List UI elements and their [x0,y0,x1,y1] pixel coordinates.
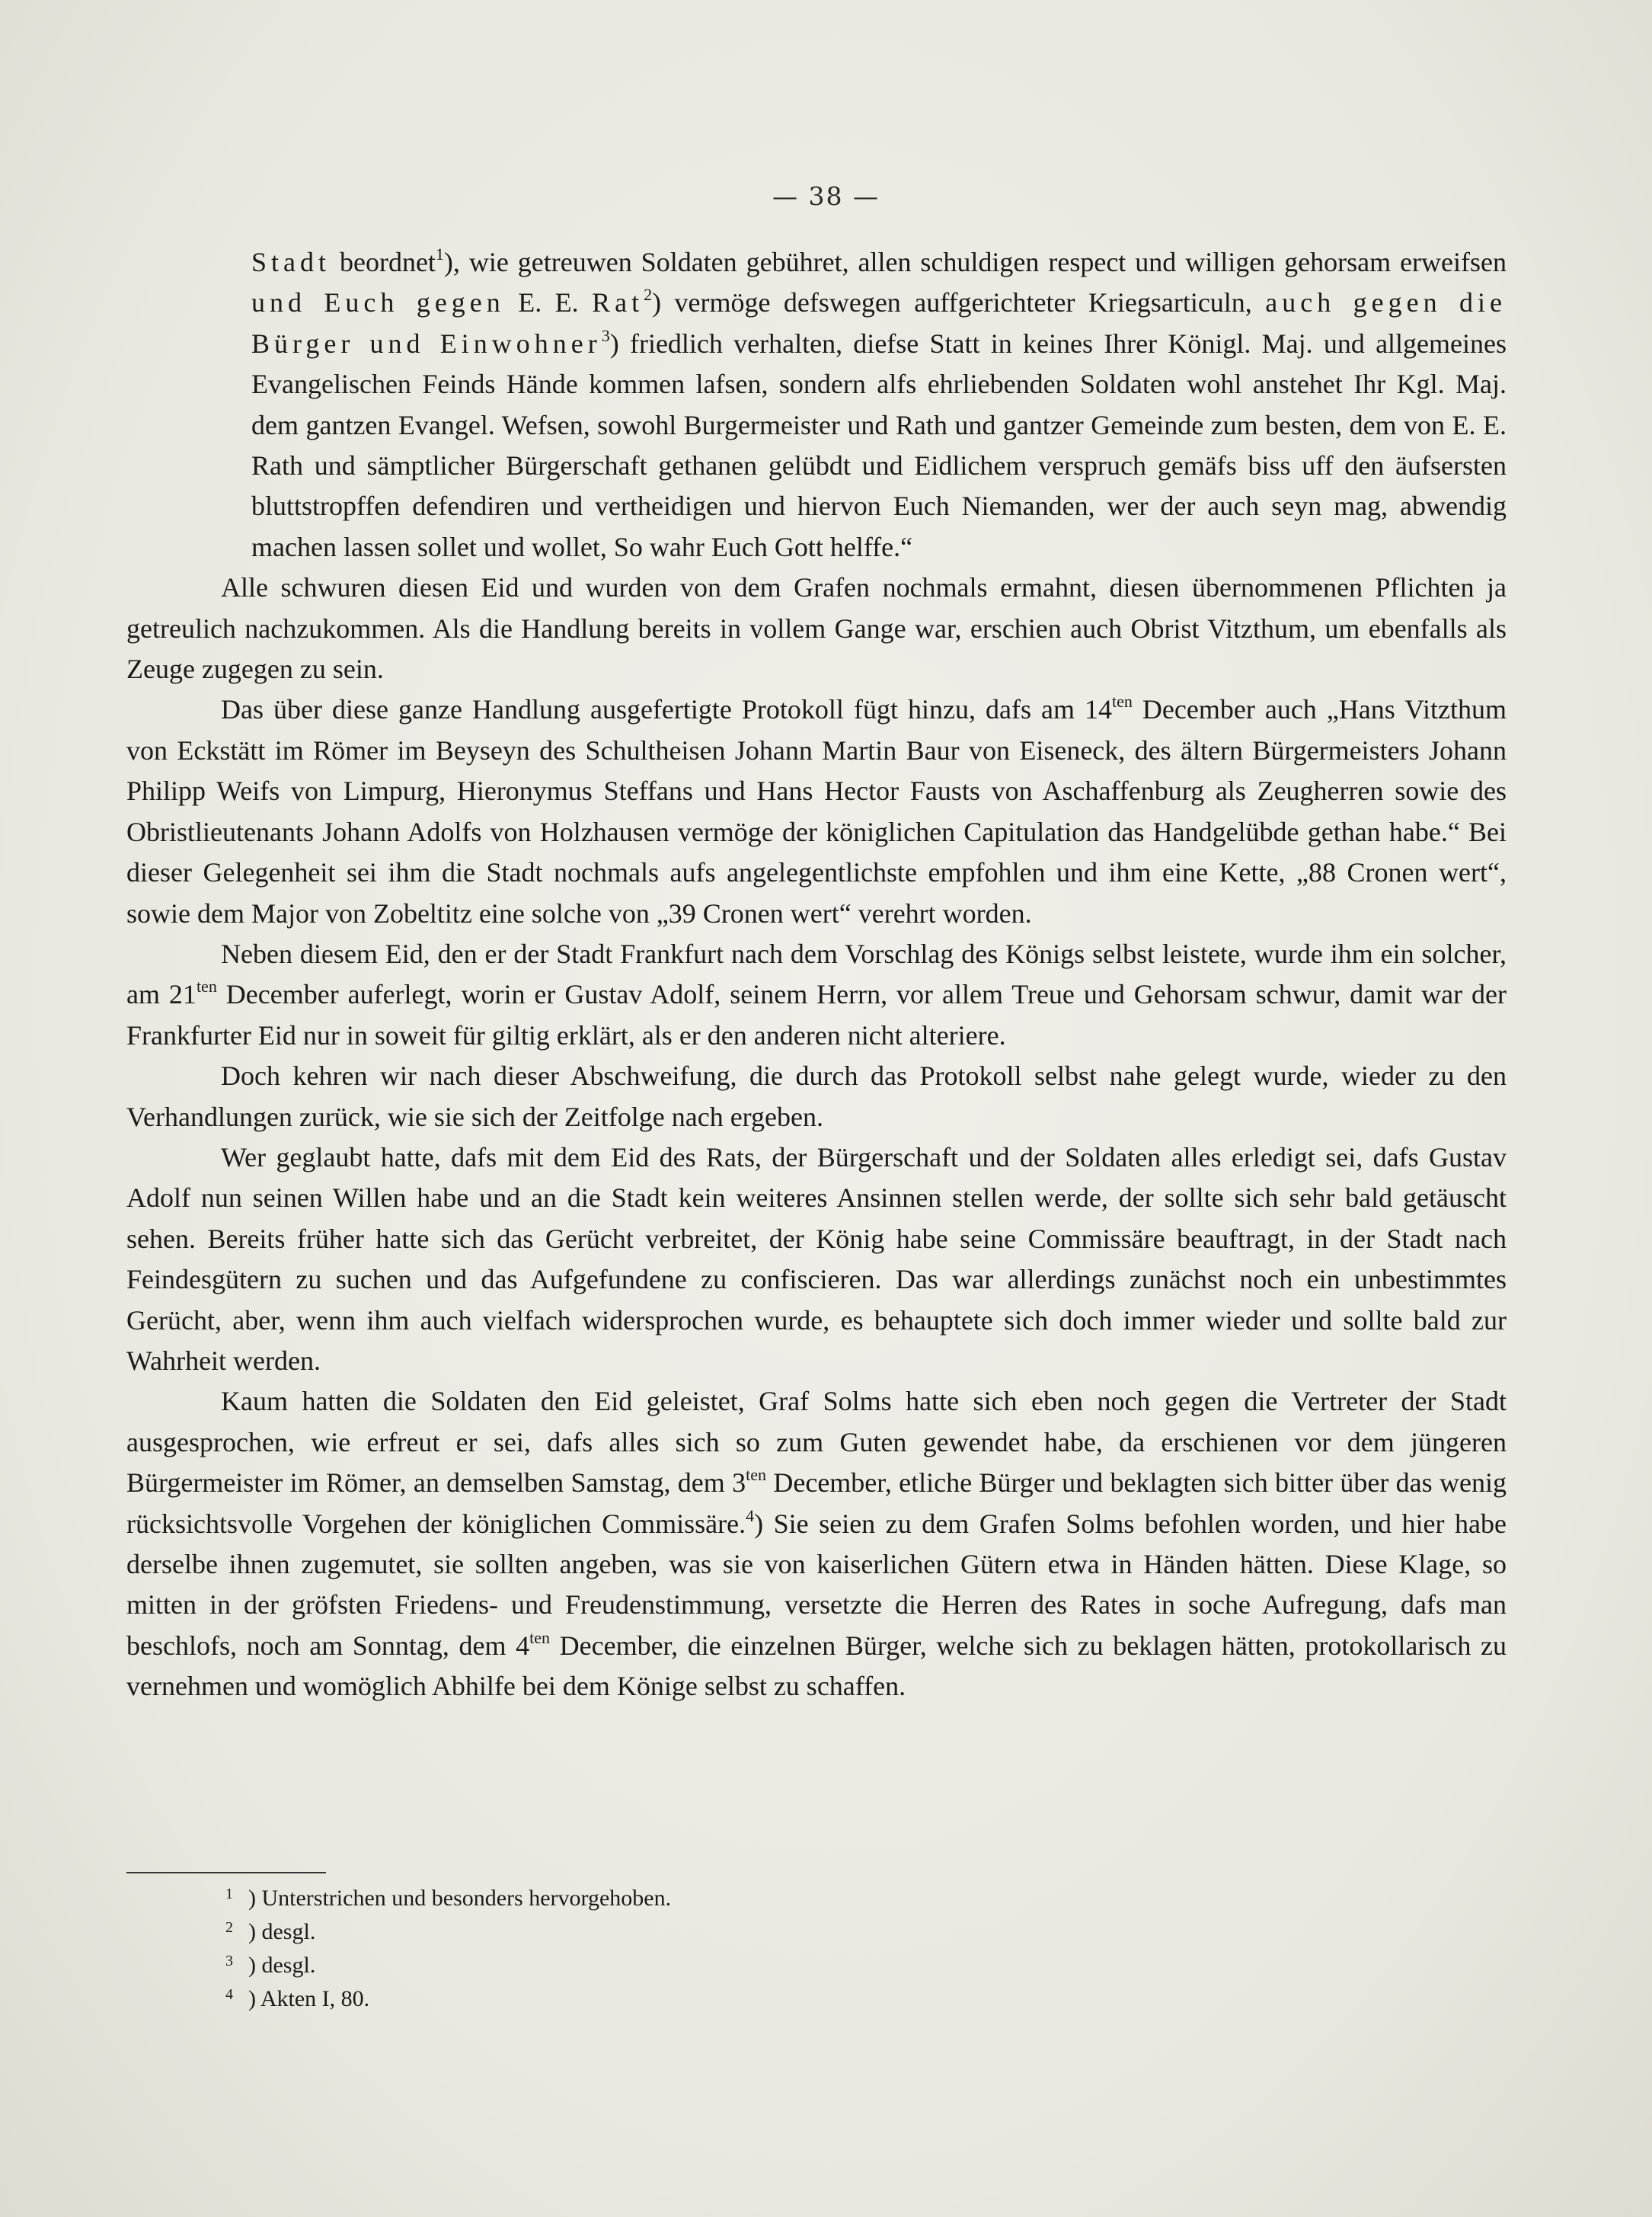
text-run: und Euch gegen [251,287,505,318]
footnote [225,1949,911,1982]
footnote [225,1915,911,1949]
footnote-divider [126,1872,326,1873]
text-run: beordnet [331,247,436,277]
superscript: ten [1112,692,1133,712]
footnote-text: ) desgl. [248,1919,316,1944]
paragraph [126,934,1507,1056]
paragraph: Doch kehren wir nach dieser Abschweifung, die durch das Protokoll selbst nahe gelegt wurde, wieder zu den Verhandlungen zurück, wie sie sich der Zeitfolge nach ergeben. [126,1061,1507,1132]
paragraph [126,689,1507,933]
footnote-ref: 4 [746,1505,755,1525]
paragraph [126,1381,1507,1707]
footnote-mark: 2 [225,1919,233,1936]
text-run: December, die einzelnen Bürger, welche sich zu beklagen hätten, protokollarisch zu vernehmen und womöglich Abhilfe bei dem Könige selbst zu schaffen. [126,1630,1507,1702]
text-run: ), wie getreuwen Soldaten gebühret, allen schuldigen respect und willigen gehorsam erweifsen [443,247,1507,277]
superscript: ten [529,1627,550,1647]
footnote-ref: 3 [601,325,610,345]
footnote-mark: 3 [225,1953,233,1969]
text-run: ) friedlich verhalten, diefse Statt in keines Ihrer Königl. Maj. und allgemeines Evangelischen Feinds Hände kommen lafsen, sondern alfs ehrliebenden Soldaten wohl anstehet Ihr Kgl. Maj. dem gantzen Evangel. Wefsen, sowohl Burgermeister und Rath und gantzer Gemeinde zum besten, dem von E. E. Rath und sämptlicher Bürgerschaft gethanen gelübdt und Eidlichem verspruch gemäfs biss uff den äufsersten bluttstropffen defendiren und vertheidigen und hiervon Euch Niemanden, wer der auch seyn mag, abwendig machen lassen sollet und wollet, So wahr Euch Gott helffe.“ [251,328,1507,562]
superscript: ten [196,977,217,997]
footnote-text: ) desgl. [248,1953,316,1978]
paragraph: Alle schwuren diesen Eid und wurden von dem Grafen nochmals ermahnt, diesen übernommenen Pflichten ja getreulich nachzukommen. Als die Handlung bereits in vollem Gange war, erschien auch Obrist Vitzthum, um ebenfalls als Zeuge zugegen zu sein. [126,572,1507,685]
text-run: December, etliche Bürger und beklagten sich bitter über das wenig rücksichtsvolle Vorgehen der königlichen Commissäre. [126,1467,1507,1539]
footnote-text: ) Unterstrichen und besonders hervorgehoben. [248,1886,672,1911]
footnote [225,1982,911,2016]
text-run: Stadt [251,247,331,277]
footnote-text: ) Akten I, 80. [248,1986,370,2011]
text-run: ) Sie seien zu dem Grafen Solms befohlen worden, und hier habe derselbe ihnen zugemutet, sie sollten angeben, was sie von kaiserlichen Gütern etwa in Händen hätten. Diese Klage, so mitten in der gröfsten Friedens- und Freudenstimmung, versetzte die Herren des Rates in soche Aufregung, dafs man beschlofs, noch am Sonntag, dem 4 [126,1508,1507,1661]
superscript: ten [746,1465,767,1485]
text-run: Rat [592,287,644,318]
text-run: Das über diese ganze Handlung ausgefertigte Protokoll fügt hinzu, dafs am 14 [221,694,1112,725]
text-run: Kaum hatten die Soldaten den Eid geleistet, Graf Solms hatte sich eben noch gegen die Vertreter der Stadt ausgesprochen, wie erfreut er sei, dafs alles sich so zum Guten gewendet habe, da erschienen vor dem jüngeren Bürgermeister im Römer, an demselben Samstag, dem 3 [126,1386,1507,1499]
text-run: December auch „Hans Vitzthum von Eckstätt im Römer im Beyseyn des Schultheisen Johann Martin Baur von Eiseneck, des ältern Bürgermeisters Johann Philipp Weifs von Limpurg, Hieronymus Steffans und Hans Hector Fausts von Aschaffenburg als Zeugherren sowie des Obristlieutenants Johann Adolfs von Holzhausen vermöge der königlichen Capitulation das Handgelübde gethan habe.“ Bei dieser Gelegenheit sei ihm die Stadt nochmals aufs angelegentlichste empfohlen und ihm eine Kette, „88 Cronen wert“, sowie dem Major von Zobeltitz eine solche von „39 Cronen wert“ verehrt worden. [126,694,1507,929]
footnote [225,1882,911,1915]
text-run: auch gegen die Bürger und Einwohner [251,287,1507,359]
page-number: — 38 — [772,181,880,211]
footnote-mark: 4 [225,1986,233,2003]
footnotes [225,1882,911,2016]
text-run: E. E. [504,287,593,318]
text-run: December auferlegt, worin er Gustav Adolf, seinem Herrn, vor allem Treue und Gehorsam schwur, damit war der Frankfurter Eid nur in soweit für giltig erklärt, als er den anderen nicht alteriere. [126,979,1507,1051]
footnote-ref: 2 [644,285,653,305]
body-text [126,242,1507,1707]
footnote-ref: 1 [435,245,444,264]
paragraph: Wer geglaubt hatte, dafs mit dem Eid des Rats, der Bürgerschaft und der Soldaten alles erledigt sei, dafs Gustav Adolf nun seinen Willen habe und an die Stadt kein weiteres Ansinnen stellen werde, der sollte sich sehr bald getäuscht sehen. Bereits früher hatte sich das Gerücht verbreitet, der König habe seine Commissäre beauftragt, in der Stadt nach Feindesgütern zu suchen und das Aufgefundene zu confiscieren. Das war allerdings zunächst noch ein unbestimmtes Gerücht, aber, wenn ihm auch vielfach widersprochen wurde, es behauptete sich doch immer wieder und sollte bald zur Wahrheit werden. [126,1141,1507,1376]
footnote-mark: 1 [225,1886,233,1902]
oath-quote-paragraph [126,242,1507,568]
text-run: ) vermöge defswegen auffgerichteter Kriegsarticuln, [652,287,1266,318]
text-run: Neben diesem Eid, den er der Stadt Frankfurt nach dem Vorschlag des Königs selbst leistete, wurde ihm ein solcher, am 21 [126,938,1507,1010]
